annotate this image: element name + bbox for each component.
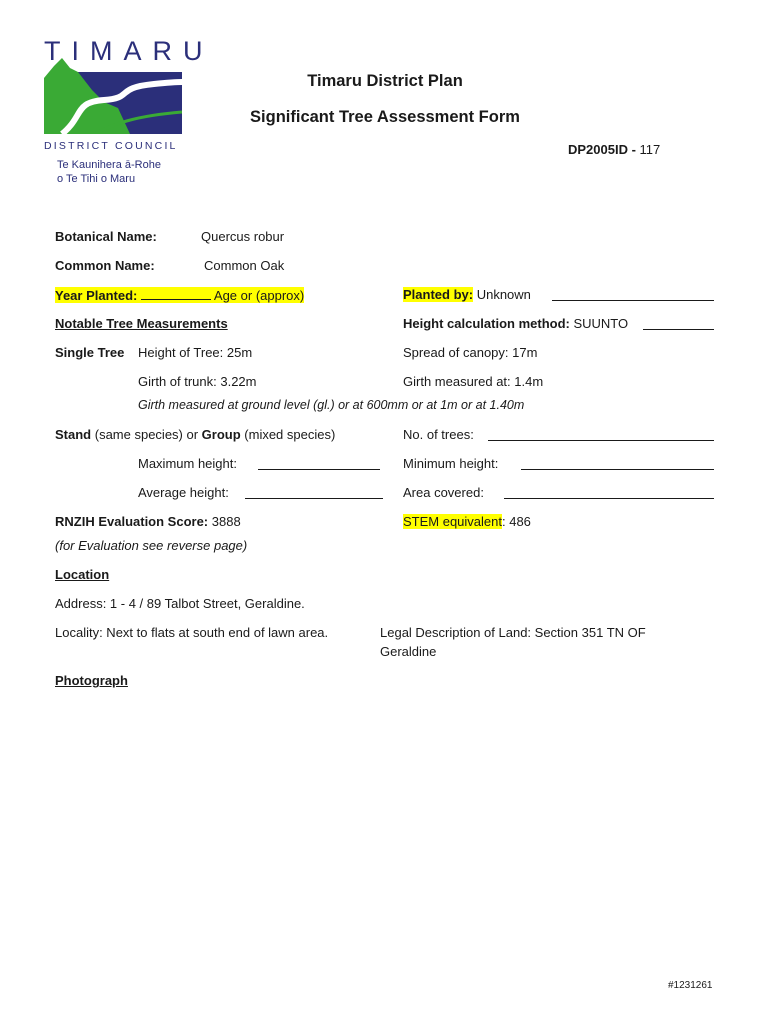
rnzih-value: 3888: [211, 514, 241, 529]
min-height-field[interactable]: [521, 457, 714, 470]
legal-description-line1: Legal Description of Land: Section 351 TN OF: [380, 625, 646, 640]
reference-value: 117: [639, 142, 661, 157]
group-text: (mixed species): [240, 427, 336, 442]
measurements-heading: Notable Tree Measurements: [55, 316, 228, 331]
height-method-label: Height calculation method:: [403, 316, 570, 331]
stand-label: Stand: [55, 427, 92, 442]
common-name-value: Common Oak: [204, 258, 285, 273]
document-id: #1231261: [668, 980, 713, 991]
girth-of-trunk: Girth of trunk: 3.22m: [138, 374, 257, 389]
logo-maori-line1: Te Kaunihera ā-Rohe: [57, 159, 161, 171]
stand-group-row: [55, 427, 335, 442]
locality-text: Locality: Next to flats at south end of lawn area.: [55, 625, 329, 640]
area-covered-label: Area covered:: [403, 485, 484, 500]
photograph-heading: Photograph: [55, 673, 128, 688]
stem-label: STEM equivalent: [403, 514, 502, 529]
document-title: Timaru District Plan: [307, 72, 463, 90]
year-planted-label: Year Planted:: [55, 288, 138, 303]
planted-by-value: Unknown: [476, 287, 531, 302]
no-of-trees-field[interactable]: [488, 428, 714, 441]
reference-label: DP2005ID -: [568, 142, 636, 157]
address-text: Address: 1 - 4 / 89 Talbot Street, Geraldine.: [55, 596, 305, 611]
logo-maori-line2: o Te Tihi o Maru: [57, 173, 136, 185]
stem-row: [403, 514, 531, 529]
height-method-row: [403, 316, 628, 331]
area-covered-field[interactable]: [504, 486, 714, 499]
planted-by-field[interactable]: [552, 288, 714, 301]
rnzih-row: [55, 514, 241, 529]
logo-council-text: DISTRICT COUNCIL: [44, 140, 178, 152]
legal-description-line2: Geraldine: [380, 644, 437, 659]
girth-note: Girth measured at ground level (gl.) or at 600mm or at 1m or at 1.40m: [138, 398, 525, 412]
reference-number: [568, 142, 660, 157]
spread-of-canopy: Spread of canopy: 17m: [403, 345, 538, 360]
evaluation-note: (for Evaluation see reverse page): [55, 538, 248, 553]
rnzih-label: RNZIH Evaluation Score:: [55, 514, 209, 529]
height-of-tree: Height of Tree: 25m: [138, 345, 253, 360]
height-method-field[interactable]: [643, 317, 714, 330]
year-planted-field[interactable]: [141, 287, 211, 300]
max-height-label: Maximum height:: [138, 456, 237, 471]
min-height-label: Minimum height:: [403, 456, 499, 471]
avg-height-label: Average height:: [138, 485, 229, 500]
logo-wordmark: TIMARU: [44, 36, 214, 66]
stem-value: : 486: [502, 514, 531, 529]
document-subtitle: Significant Tree Assessment Form: [250, 108, 520, 126]
botanical-name-label: Botanical Name:: [55, 229, 157, 244]
avg-height-field[interactable]: [245, 486, 383, 499]
height-method-value: SUUNTO: [573, 316, 629, 331]
botanical-name-value: Quercus robur: [201, 229, 285, 244]
group-label: Group: [201, 427, 241, 442]
girth-measured-at: Girth measured at: 1.4m: [403, 374, 544, 389]
common-name-label: Common Name:: [55, 258, 155, 273]
planted-by-row: [403, 287, 531, 302]
single-tree-label: Single Tree: [55, 345, 125, 360]
photograph-area: [55, 700, 715, 960]
no-of-trees-label: No. of trees:: [403, 427, 474, 442]
location-heading: Location: [55, 567, 110, 582]
year-planted-row: [55, 287, 304, 303]
planted-by-label: Planted by:: [403, 287, 474, 302]
age-approx-label: Age or (approx): [213, 288, 305, 303]
max-height-field[interactable]: [258, 457, 380, 470]
stand-text: (same species) or: [91, 427, 202, 442]
